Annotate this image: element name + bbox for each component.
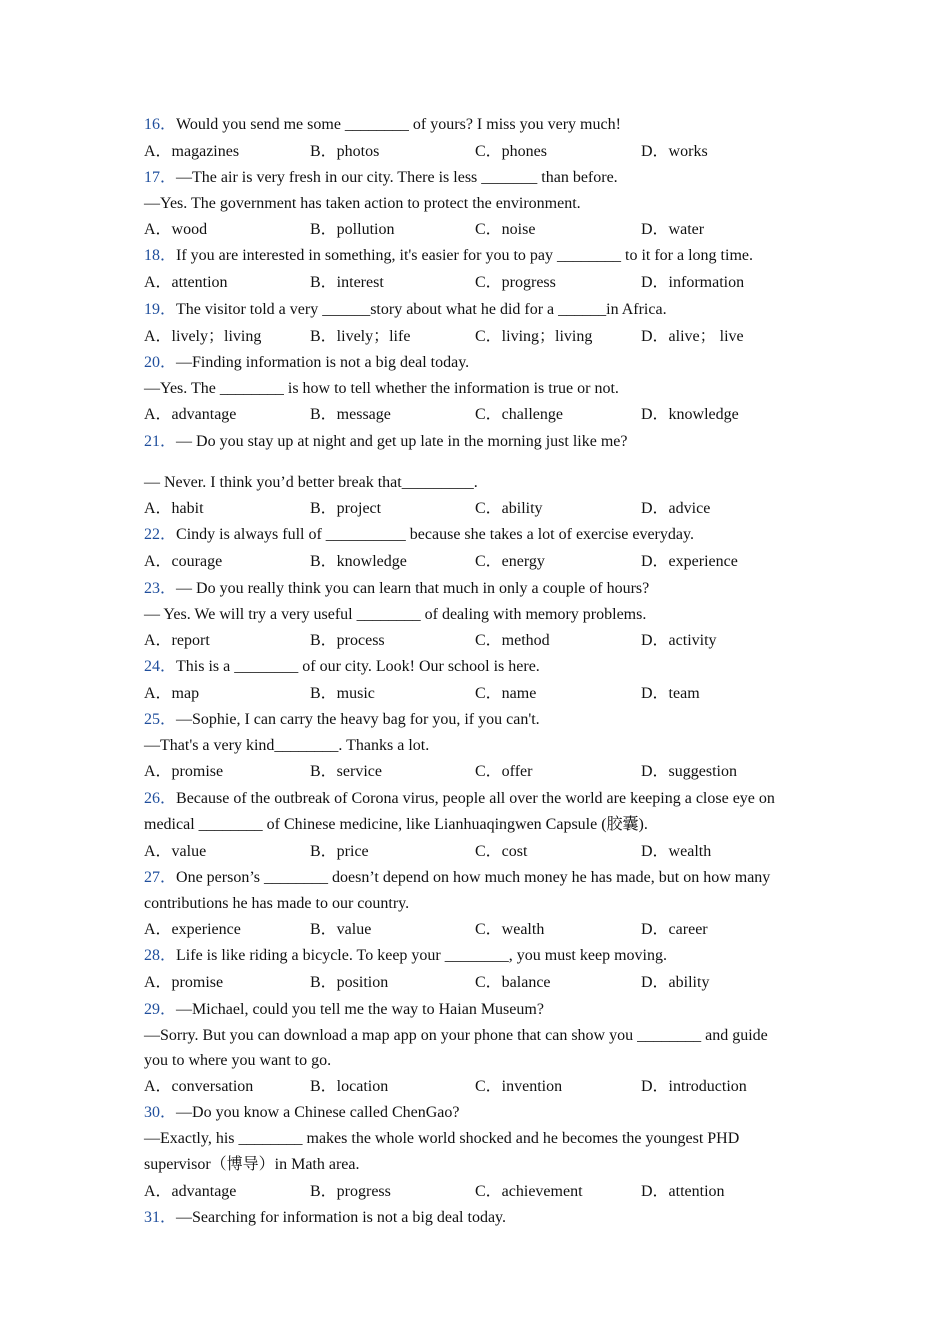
question-21-stem-line-2: — Never. I think you’d better break that_________. xyxy=(144,474,478,491)
question-number: 30． xyxy=(144,1104,177,1121)
stem-text: —Do you know a Chinese called ChenGao? xyxy=(176,1104,460,1121)
option-d[interactable]: D．team xyxy=(641,685,700,702)
question-20-options xyxy=(144,402,814,428)
question-23-options xyxy=(144,628,814,654)
option-c[interactable]: C．name xyxy=(475,685,537,702)
question-27-stem xyxy=(144,865,814,891)
option-c[interactable]: C．wealth xyxy=(475,921,545,938)
question-30-stem-line-2: —Exactly, his ________ makes the whole world shocked and he becomes the youngest PHD xyxy=(144,1130,740,1147)
question-number: 28． xyxy=(144,947,177,964)
option-d[interactable]: D．attention xyxy=(641,1183,725,1200)
question-29-stem-line-3: you to where you want to go. xyxy=(144,1052,332,1069)
option-a[interactable]: A．lively；living xyxy=(144,328,262,345)
option-c[interactable]: C．achievement xyxy=(475,1183,583,1200)
stem-text: —Finding information is not a big deal today. xyxy=(176,354,470,371)
option-c[interactable]: C．challenge xyxy=(475,406,563,423)
question-26-options xyxy=(144,839,814,865)
option-a[interactable]: A．report xyxy=(144,632,210,649)
option-d[interactable]: D．alive； live xyxy=(641,328,744,345)
question-number: 25． xyxy=(144,711,177,728)
option-a[interactable]: A．map xyxy=(144,685,200,702)
option-d[interactable]: D．introduction xyxy=(641,1078,747,1095)
question-18-options xyxy=(144,270,814,296)
stem-text: —The air is very fresh in our city. There is less _______ than before. xyxy=(176,169,618,186)
question-number: 17． xyxy=(144,169,177,186)
question-number: 20． xyxy=(144,354,177,371)
stem-text: —Michael, could you tell me the way to Haian Museum? xyxy=(176,1001,544,1018)
stem-text: If you are interested in something, it's easier for you to pay ________ to it for a long time. xyxy=(176,247,753,264)
question-25-stem-line-2: —That's a very kind________. Thanks a lot. xyxy=(144,737,430,754)
option-d[interactable]: D．wealth xyxy=(641,843,712,860)
question-number: 29． xyxy=(144,1001,177,1018)
question-23-stem-line-2: — Yes. We will try a very useful ________ of dealing with memory problems. xyxy=(144,606,647,623)
option-c[interactable]: C．cost xyxy=(475,843,528,860)
question-19-options xyxy=(144,324,814,350)
question-29-stem-line-2: —Sorry. But you can download a map app on your phone that can show you ________ and guide xyxy=(144,1027,768,1044)
option-b[interactable]: B．position xyxy=(310,974,389,991)
option-d[interactable]: D．advice xyxy=(641,500,711,517)
option-b[interactable]: B．lively；life xyxy=(310,328,411,345)
option-a[interactable]: A．advantage xyxy=(144,406,237,423)
option-a[interactable]: A．promise xyxy=(144,974,224,991)
question-25-stem xyxy=(144,707,814,733)
question-number: 21． xyxy=(144,433,177,450)
option-d[interactable]: D．experience xyxy=(641,553,738,570)
option-b[interactable]: B．value xyxy=(310,921,372,938)
question-28-options xyxy=(144,970,814,996)
option-c[interactable]: C．phones xyxy=(475,143,548,160)
option-d[interactable]: D．information xyxy=(641,274,745,291)
option-d[interactable]: D．water xyxy=(641,221,705,238)
question-29-stem xyxy=(144,997,814,1023)
question-30-options xyxy=(144,1179,814,1205)
stem-text: —Searching for information is not a big deal today. xyxy=(176,1209,507,1226)
option-d[interactable]: D．career xyxy=(641,921,708,938)
stem-text: One person’s ________ doesn’t depend on how much money he has made, but on how many xyxy=(176,869,771,886)
option-b[interactable]: B．pollution xyxy=(310,221,395,238)
question-number: 22． xyxy=(144,526,177,543)
question-21-options xyxy=(144,496,814,522)
option-c[interactable]: C．invention xyxy=(475,1078,563,1095)
question-31-stem xyxy=(144,1205,814,1231)
question-22-stem xyxy=(144,522,814,548)
option-c[interactable]: C．noise xyxy=(475,221,536,238)
option-b[interactable]: B．photos xyxy=(310,143,380,160)
question-20-stem-line-2: —Yes. The ________ is how to tell whether the information is true or not. xyxy=(144,380,619,397)
stem-text: — Do you really think you can learn that much in only a couple of hours? xyxy=(176,580,650,597)
question-30-stem xyxy=(144,1100,814,1126)
question-17-stem-line-2: —Yes. The government has taken action to protect the environment. xyxy=(144,195,581,212)
stem-text: This is a ________ of our city. Look! Our school is here. xyxy=(176,658,540,675)
option-c[interactable]: C．progress xyxy=(475,274,556,291)
option-b[interactable]: B．knowledge xyxy=(310,553,407,570)
option-d[interactable]: D．knowledge xyxy=(641,406,739,423)
question-number: 23． xyxy=(144,580,177,597)
option-a[interactable]: A．experience xyxy=(144,921,241,938)
stem-text: The visitor told a very ______story about what he did for a ______in Africa. xyxy=(176,301,667,318)
question-18-stem xyxy=(144,243,814,269)
question-19-stem xyxy=(144,297,814,323)
stem-text: — Do you stay up at night and get up late in the morning just like me? xyxy=(176,433,628,450)
option-a[interactable]: A．habit xyxy=(144,500,204,517)
question-21-stem xyxy=(144,429,814,455)
option-b[interactable]: B．music xyxy=(310,685,375,702)
question-22-options xyxy=(144,549,814,575)
question-29-options xyxy=(144,1074,814,1100)
option-d[interactable]: D．ability xyxy=(641,974,710,991)
option-b[interactable]: B．project xyxy=(310,500,382,517)
option-c[interactable]: C．energy xyxy=(475,553,545,570)
question-26-stem-line-2: medical ________ of Chinese medicine, like Lianhuaqingwen Capsule (胶囊). xyxy=(144,816,648,833)
option-a[interactable]: A．courage xyxy=(144,553,223,570)
option-d[interactable]: D．suggestion xyxy=(641,763,738,780)
question-number: 24． xyxy=(144,658,177,675)
question-number: 18． xyxy=(144,247,177,264)
question-number: 27． xyxy=(144,869,177,886)
question-23-stem xyxy=(144,576,814,602)
question-28-stem xyxy=(144,943,814,969)
question-number: 31． xyxy=(144,1209,177,1226)
stem-text: Cindy is always full of __________ because she takes a lot of exercise everyday. xyxy=(176,526,694,543)
option-b[interactable]: B．interest xyxy=(310,274,384,291)
question-26-stem xyxy=(144,786,814,812)
question-24-stem xyxy=(144,654,814,680)
option-a[interactable]: A．promise xyxy=(144,763,224,780)
question-20-stem xyxy=(144,350,814,376)
question-25-options xyxy=(144,759,814,785)
question-17-stem xyxy=(144,165,814,191)
question-30-stem-line-3: supervisor（博导）in Math area. xyxy=(144,1156,360,1173)
question-number: 26． xyxy=(144,790,177,807)
question-27-options xyxy=(144,917,814,943)
stem-text: Because of the outbreak of Corona virus, people all over the world are keeping a close eye on xyxy=(176,790,775,807)
option-b[interactable]: B．message xyxy=(310,406,391,423)
question-16-stem xyxy=(144,112,814,138)
question-number: 16． xyxy=(144,116,177,133)
option-b[interactable]: B．process xyxy=(310,632,385,649)
stem-text: Life is like riding a bicycle. To keep your ________, you must keep moving. xyxy=(176,947,667,964)
question-24-options xyxy=(144,681,814,707)
option-c[interactable]: C．living；living xyxy=(475,328,593,345)
option-a[interactable]: A．magazines xyxy=(144,143,240,160)
option-b[interactable]: B．location xyxy=(310,1078,389,1095)
option-d[interactable]: D．works xyxy=(641,143,708,160)
option-d[interactable]: D．activity xyxy=(641,632,717,649)
option-a[interactable]: A．attention xyxy=(144,274,228,291)
option-c[interactable]: C．ability xyxy=(475,500,543,517)
stem-text: Would you send me some ________ of yours? I miss you very much! xyxy=(176,116,621,133)
option-a[interactable]: A．conversation xyxy=(144,1078,254,1095)
stem-text: —Sophie, I can carry the heavy bag for you, if you can't. xyxy=(176,711,540,728)
option-c[interactable]: C．method xyxy=(475,632,550,649)
question-17-options xyxy=(144,217,814,243)
option-c[interactable]: C．balance xyxy=(475,974,551,991)
option-b[interactable]: B．price xyxy=(310,843,369,860)
question-16-options xyxy=(144,139,814,165)
option-b[interactable]: B．service xyxy=(310,763,382,780)
option-a[interactable]: A．advantage xyxy=(144,1183,237,1200)
option-b[interactable]: B．progress xyxy=(310,1183,391,1200)
question-number: 19． xyxy=(144,301,177,318)
option-a[interactable]: A．wood xyxy=(144,221,208,238)
question-27-stem-line-2: contributions he has made to our country. xyxy=(144,895,410,912)
option-a[interactable]: A．value xyxy=(144,843,207,860)
option-c[interactable]: C．offer xyxy=(475,763,533,780)
